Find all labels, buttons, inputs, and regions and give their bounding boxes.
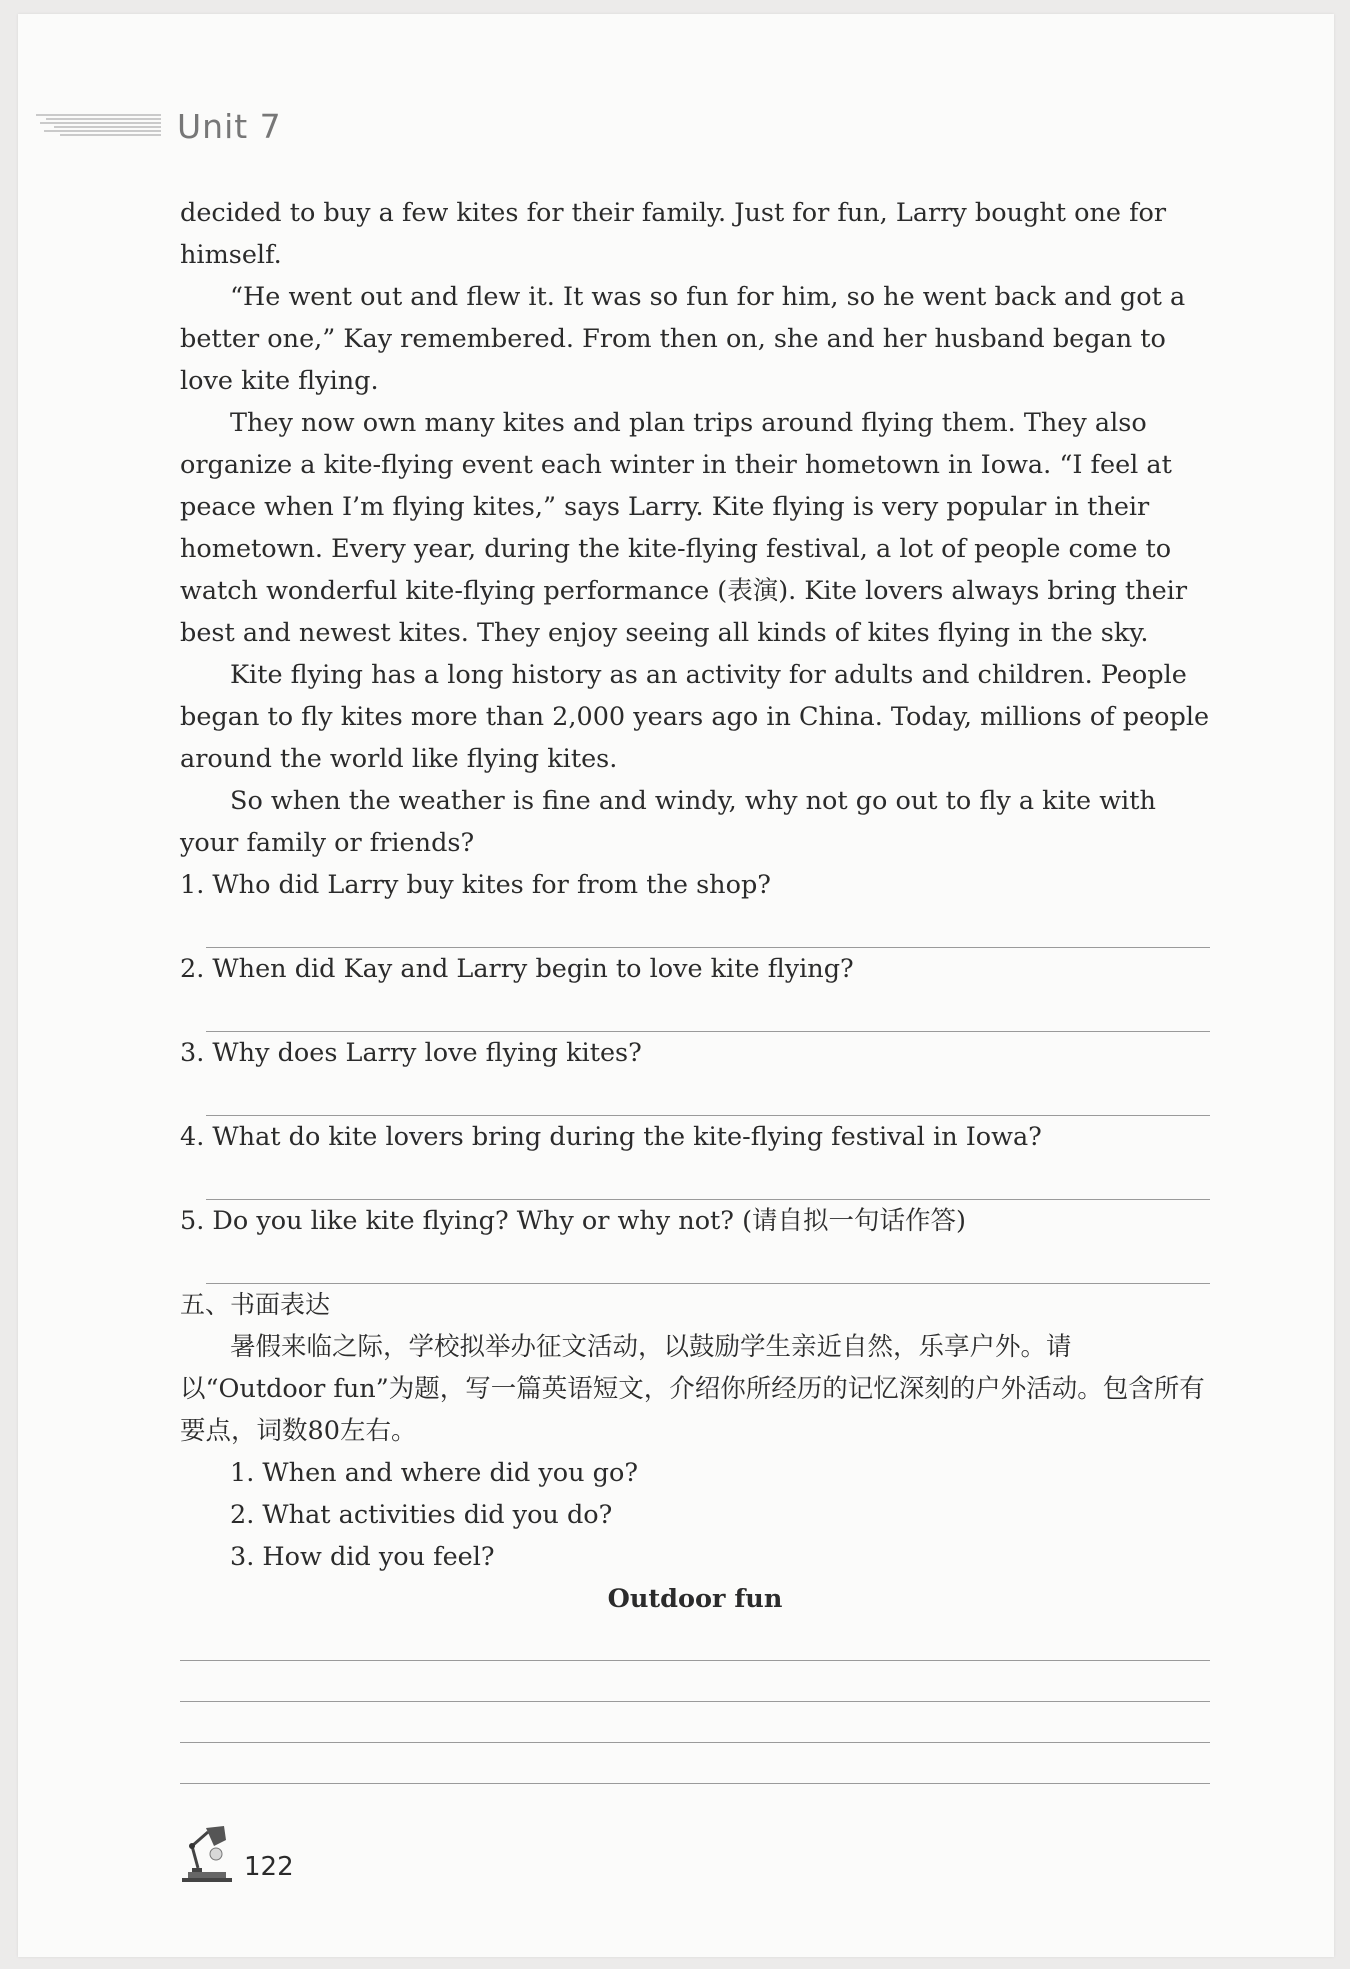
question-text: 4. What do kite lovers bring during the kite-flying festival in Iowa? <box>180 1122 1042 1152</box>
question-text: 2. When did Kay and Larry begin to love kite flying? <box>180 954 854 984</box>
speed-lines-icon <box>36 111 163 141</box>
writing-area <box>180 1620 1210 1784</box>
passage-paragraph: “He went out and flew it. It was so fun for him, so he went back and got a better one,” Kay remembered. From then on, she and her husband began to love kite flying. <box>180 282 1186 396</box>
answer-line[interactable] <box>206 1158 1210 1200</box>
passage-paragraph: Kite flying has a long history as an activity for adults and children. People began to fly kites more than 2,000 years ago in China. Today, millions of people around the world like flying kites. <box>180 660 1210 774</box>
page-content <box>180 192 1210 1784</box>
writing-line[interactable] <box>180 1620 1210 1661</box>
writing-line[interactable] <box>180 1661 1210 1702</box>
question-text: 1. Who did Larry buy kites for from the shop? <box>180 870 771 900</box>
question-item <box>180 1032 1210 1116</box>
essay-title: Outdoor fun <box>607 1584 783 1614</box>
answer-line[interactable] <box>206 990 1210 1032</box>
answer-line[interactable] <box>206 1074 1210 1116</box>
workbook-page <box>18 14 1334 1957</box>
passage-paragraph: They now own many kites and plan trips around flying them. They also organize a kite-flying event each winter in their hometown in Iowa. “I feel at peace when I’m flying kites,” says Larry. Kite flying is very popular in their hometown. Every year, during the kite-flying festival, a lot of people come to watch wonderful kite-flying performance (表演). Kite lovers always bring their best and newest kites. They enjoy seeing all kinds of kites flying in the sky. <box>180 408 1188 648</box>
section-title: 五、书面表达 <box>180 1290 331 1319</box>
writing-line[interactable] <box>180 1702 1210 1743</box>
question-text: 3. Why does Larry love flying kites? <box>180 1038 642 1068</box>
writing-point: 3. How did you feel? <box>230 1542 495 1572</box>
page-footer <box>178 1824 294 1884</box>
question-item <box>180 864 1210 948</box>
question-item <box>180 1116 1210 1200</box>
page-header <box>36 106 282 146</box>
writing-points <box>180 1452 1210 1578</box>
reading-passage <box>180 192 1210 864</box>
writing-instruction: 暑假来临之际，学校拟举办征文活动，以鼓励学生亲近自然，乐享户外。请以“Outdoor fun”为题，写一篇英语短文，介绍你所经历的记忆深刻的户外活动。包含所有要点，词数80左右。 <box>180 1332 1205 1446</box>
writing-line[interactable] <box>180 1743 1210 1784</box>
page-number: 122 <box>244 1852 294 1882</box>
desk-lamp-icon <box>178 1824 236 1884</box>
question-text: 5. Do you like kite flying? Why or why not? (请自拟一句话作答) <box>180 1206 966 1236</box>
unit-title: Unit 7 <box>177 106 282 146</box>
answer-line[interactable] <box>206 1242 1210 1284</box>
passage-paragraph: So when the weather is fine and windy, why not go out to fly a kite with your family or friends? <box>180 786 1156 858</box>
answer-line[interactable] <box>206 906 1210 948</box>
writing-point: 2. What activities did you do? <box>230 1500 613 1530</box>
writing-point: 1. When and where did you go? <box>230 1458 639 1488</box>
passage-paragraph: decided to buy a few kites for their family. Just for fun, Larry bought one for himself. <box>180 198 1167 270</box>
question-item <box>180 948 1210 1032</box>
question-list <box>180 864 1210 1284</box>
question-item <box>180 1200 1210 1284</box>
